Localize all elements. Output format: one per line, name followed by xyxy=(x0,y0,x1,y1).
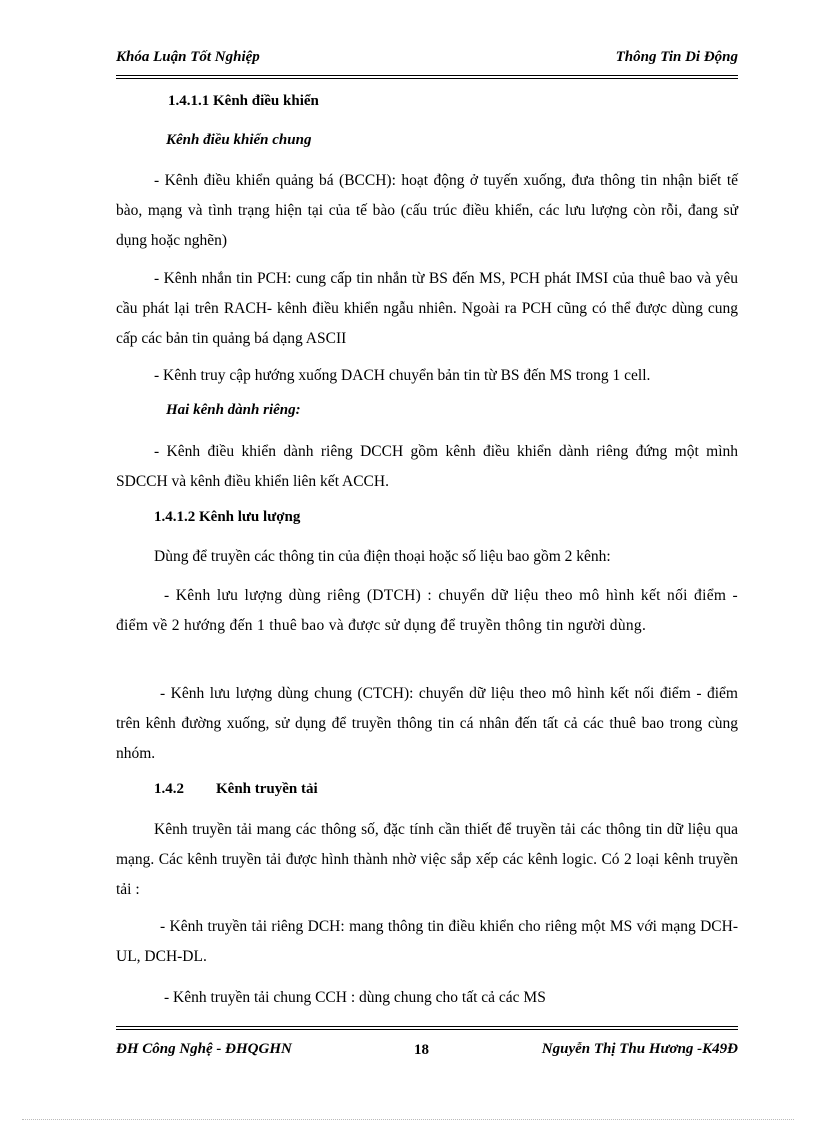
footer-rule xyxy=(116,1026,738,1027)
footer-rule-thin xyxy=(116,1029,738,1030)
paragraph-dcch: - Kênh điều khiển dành riêng DCCH gồm kênh điều khiển dành riêng đứng một mình SDCCH và kênh điều khiển liên kết ACCH. xyxy=(116,443,738,490)
heading-142-number: 1.4.2 xyxy=(154,781,184,797)
footer-left: ĐH Công Nghệ - ĐHQGHN xyxy=(116,1041,292,1057)
page-edge-dots xyxy=(22,1119,794,1120)
paragraph-pch: - Kênh nhắn tin PCH: cung cấp tin nhắn từ BS đến MS, PCH phát IMSI của thuê bao và yêu cầu phát lại trên RACH- kênh điều khiển ngẫu nhiên. Ngoài ra PCH cũng có thể được dùng cung cấp các bản tin quảng bá dạng ASCII xyxy=(116,270,738,347)
paragraph-traffic-intro: Dùng để truyền các thông tin của điện thoại hoặc số liệu bao gồm 2 kênh: xyxy=(154,548,611,565)
header-left: Khóa Luận Tốt Nghiệp xyxy=(116,49,260,65)
subheading-common-control: Kênh điều khiển chung xyxy=(166,132,312,148)
footer-right: Nguyễn Thị Thu Hương -K49Đ xyxy=(541,1041,738,1057)
heading-1411: 1.4.1.1 Kênh điều khiển xyxy=(168,93,319,109)
paragraph-transport-intro: Kênh truyền tải mang các thông số, đặc tính cần thiết để truyền tải các thông tin dữ liệu qua mạng. Các kênh truyền tải được hình thành nhờ việc sắp xếp các kênh logic. Có 2 loại kênh truyền tải : xyxy=(116,821,738,898)
heading-142-title: Kênh truyền tải xyxy=(216,781,318,797)
paragraph-dtch: - Kênh lưu lượng dùng riêng (DTCH) : chuyển dữ liệu theo mô hình kết nối điểm - điểm về 2 hướng đến 1 thuê bao và được sử dụng để truyền thông tin người dùng. xyxy=(116,587,738,634)
header-rule-thin xyxy=(116,78,738,79)
paragraph-dach: - Kênh truy cập hướng xuống DACH chuyển bản tin từ BS đến MS trong 1 cell. xyxy=(154,367,651,384)
paragraph-cch: - Kênh truyền tải chung CCH : dùng chung cho tất cả các MS xyxy=(164,989,546,1006)
paragraph-bcch: - Kênh điều khiển quảng bá (BCCH): hoạt động ở tuyến xuống, đưa thông tin nhận biết tế bào, mạng và tình trạng hiện tại của tế bào (cấu trúc điều khiển, các lưu lượng còn rỗi, đang sử dụng hoặc nghẽn) xyxy=(116,172,738,249)
paragraph-ctch: - Kênh lưu lượng dùng chung (CTCH): chuyển dữ liệu theo mô hình kết nối điểm - điểm trên kênh đường xuống, sử dụng để truyền thông tin cá nhân đến tất cả các thuê bao trong cùng nhóm. xyxy=(116,685,738,762)
header-rule xyxy=(116,75,738,76)
paragraph-dch: - Kênh truyền tải riêng DCH: mang thông tin điều khiển cho riêng một MS với mạng DCH-UL, DCH-DL. xyxy=(116,918,738,965)
page-number: 18 xyxy=(414,1042,429,1058)
heading-1412: 1.4.1.2 Kênh lưu lượng xyxy=(154,509,301,525)
header-right: Thông Tin Di Động xyxy=(615,49,738,65)
subheading-dedicated: Hai kênh dành riêng: xyxy=(166,402,301,418)
